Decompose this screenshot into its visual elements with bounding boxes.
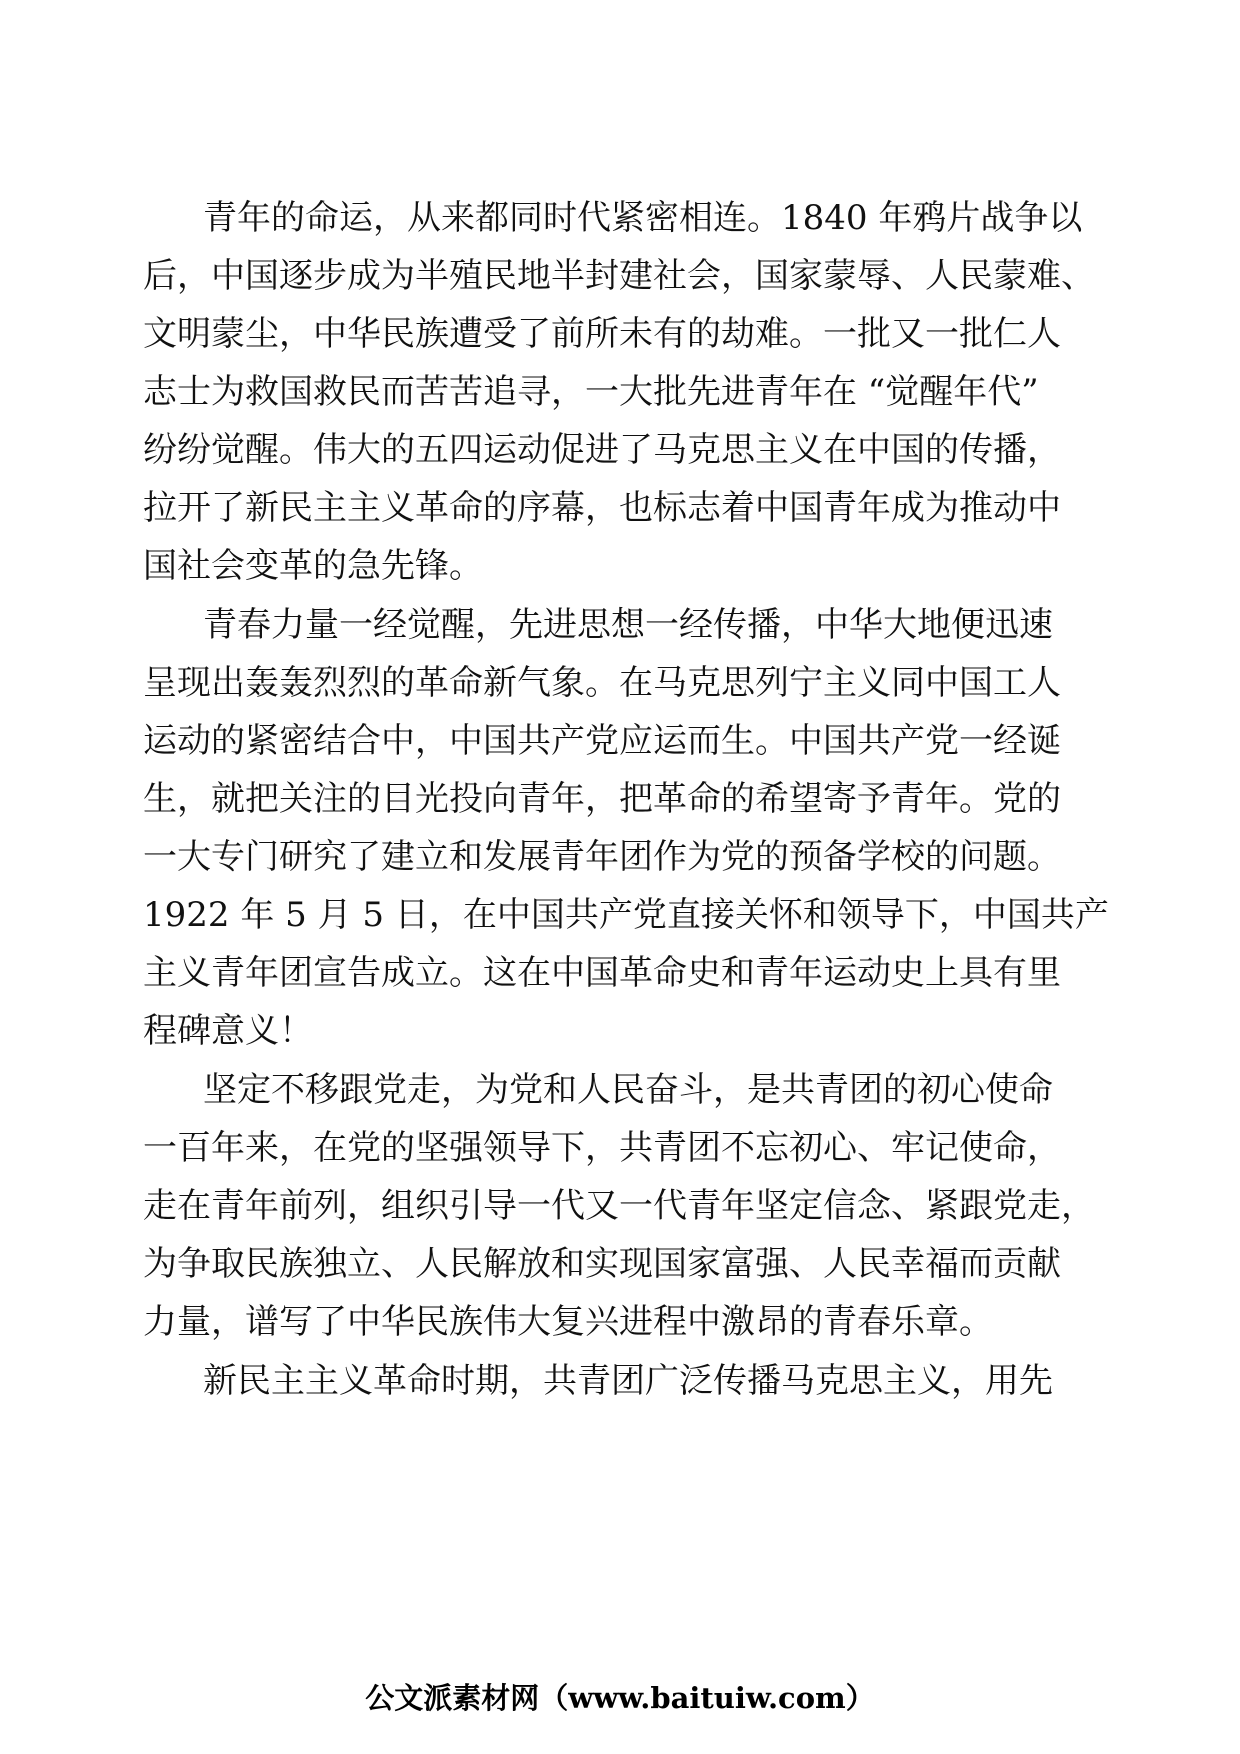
paragraph-3-line-3: 走在青年前列，组织引导一代又一代青年坚定信念、紧跟党走， bbox=[143, 1186, 1095, 1226]
paragraph-1-line-5: 纷纷觉醒。伟大的五四运动促进了马克思主义在中国的传播， bbox=[143, 430, 1061, 470]
paragraph-1-line-1: 青年的命运，从来都同时代紧密相连。1840 年鸦片战争以 bbox=[203, 198, 1083, 238]
paragraph-3-line-4: 为争取民族独立、人民解放和实现国家富强、人民幸福而贡献 bbox=[143, 1244, 1061, 1284]
paragraph-2-line-2: 呈现出轰轰烈烈的革命新气象。在马克思列宁主义同中国工人 bbox=[143, 663, 1061, 703]
paragraph-3-line-1: 坚定不移跟党走，为党和人民奋斗，是共青团的初心使命 bbox=[203, 1070, 1053, 1110]
paragraph-2-line-1: 青春力量一经觉醒，先进思想一经传播，中华大地便迅速 bbox=[203, 605, 1053, 645]
paragraph-2-line-8: 程碑意义！ bbox=[143, 1011, 313, 1051]
paragraph-4-line-1: 新民主主义革命时期，共青团广泛传播马克思主义，用先 bbox=[203, 1361, 1053, 1401]
paragraph-1-line-2: 后，中国逐步成为半殖民地半封建社会，国家蒙辱、人民蒙难、 bbox=[143, 256, 1095, 296]
paragraph-1-line-3: 文明蒙尘，中华民族遭受了前所未有的劫难。一批又一批仁人 bbox=[143, 314, 1061, 354]
paragraph-2-line-5: 一大专门研究了建立和发展青年团作为党的预备学校的问题。 bbox=[143, 837, 1061, 877]
page-footer-source: 公文派素材网（www.baituiw.com） bbox=[365, 1681, 875, 1715]
paragraph-2-line-3: 运动的紧密结合中，中国共产党应运而生。中国共产党一经诞 bbox=[143, 721, 1061, 761]
paragraph-3-line-5: 力量，谱写了中华民族伟大复兴进程中激昂的青春乐章。 bbox=[143, 1302, 993, 1342]
paragraph-2-line-6: 1922 年 5 月 5 日，在中国共产党直接关怀和领导下，中国共产 bbox=[143, 895, 1109, 935]
paragraph-1-line-6: 拉开了新民主主义革命的序幕，也标志着中国青年成为推动中 bbox=[143, 488, 1061, 528]
paragraph-1-line-4: 志士为救国救民而苦苦追寻，一大批先进青年在 “觉醒年代” bbox=[143, 372, 1039, 412]
paragraph-3-line-2: 一百年来，在党的坚强领导下，共青团不忘初心、牢记使命， bbox=[143, 1128, 1061, 1168]
paragraph-2-line-4: 生，就把关注的目光投向青年，把革命的希望寄予青年。党的 bbox=[143, 779, 1061, 819]
paragraph-1-line-7: 国社会变革的急先锋。 bbox=[143, 546, 483, 586]
paragraph-2-line-7: 主义青年团宣告成立。这在中国革命史和青年运动史上具有里 bbox=[143, 953, 1061, 993]
